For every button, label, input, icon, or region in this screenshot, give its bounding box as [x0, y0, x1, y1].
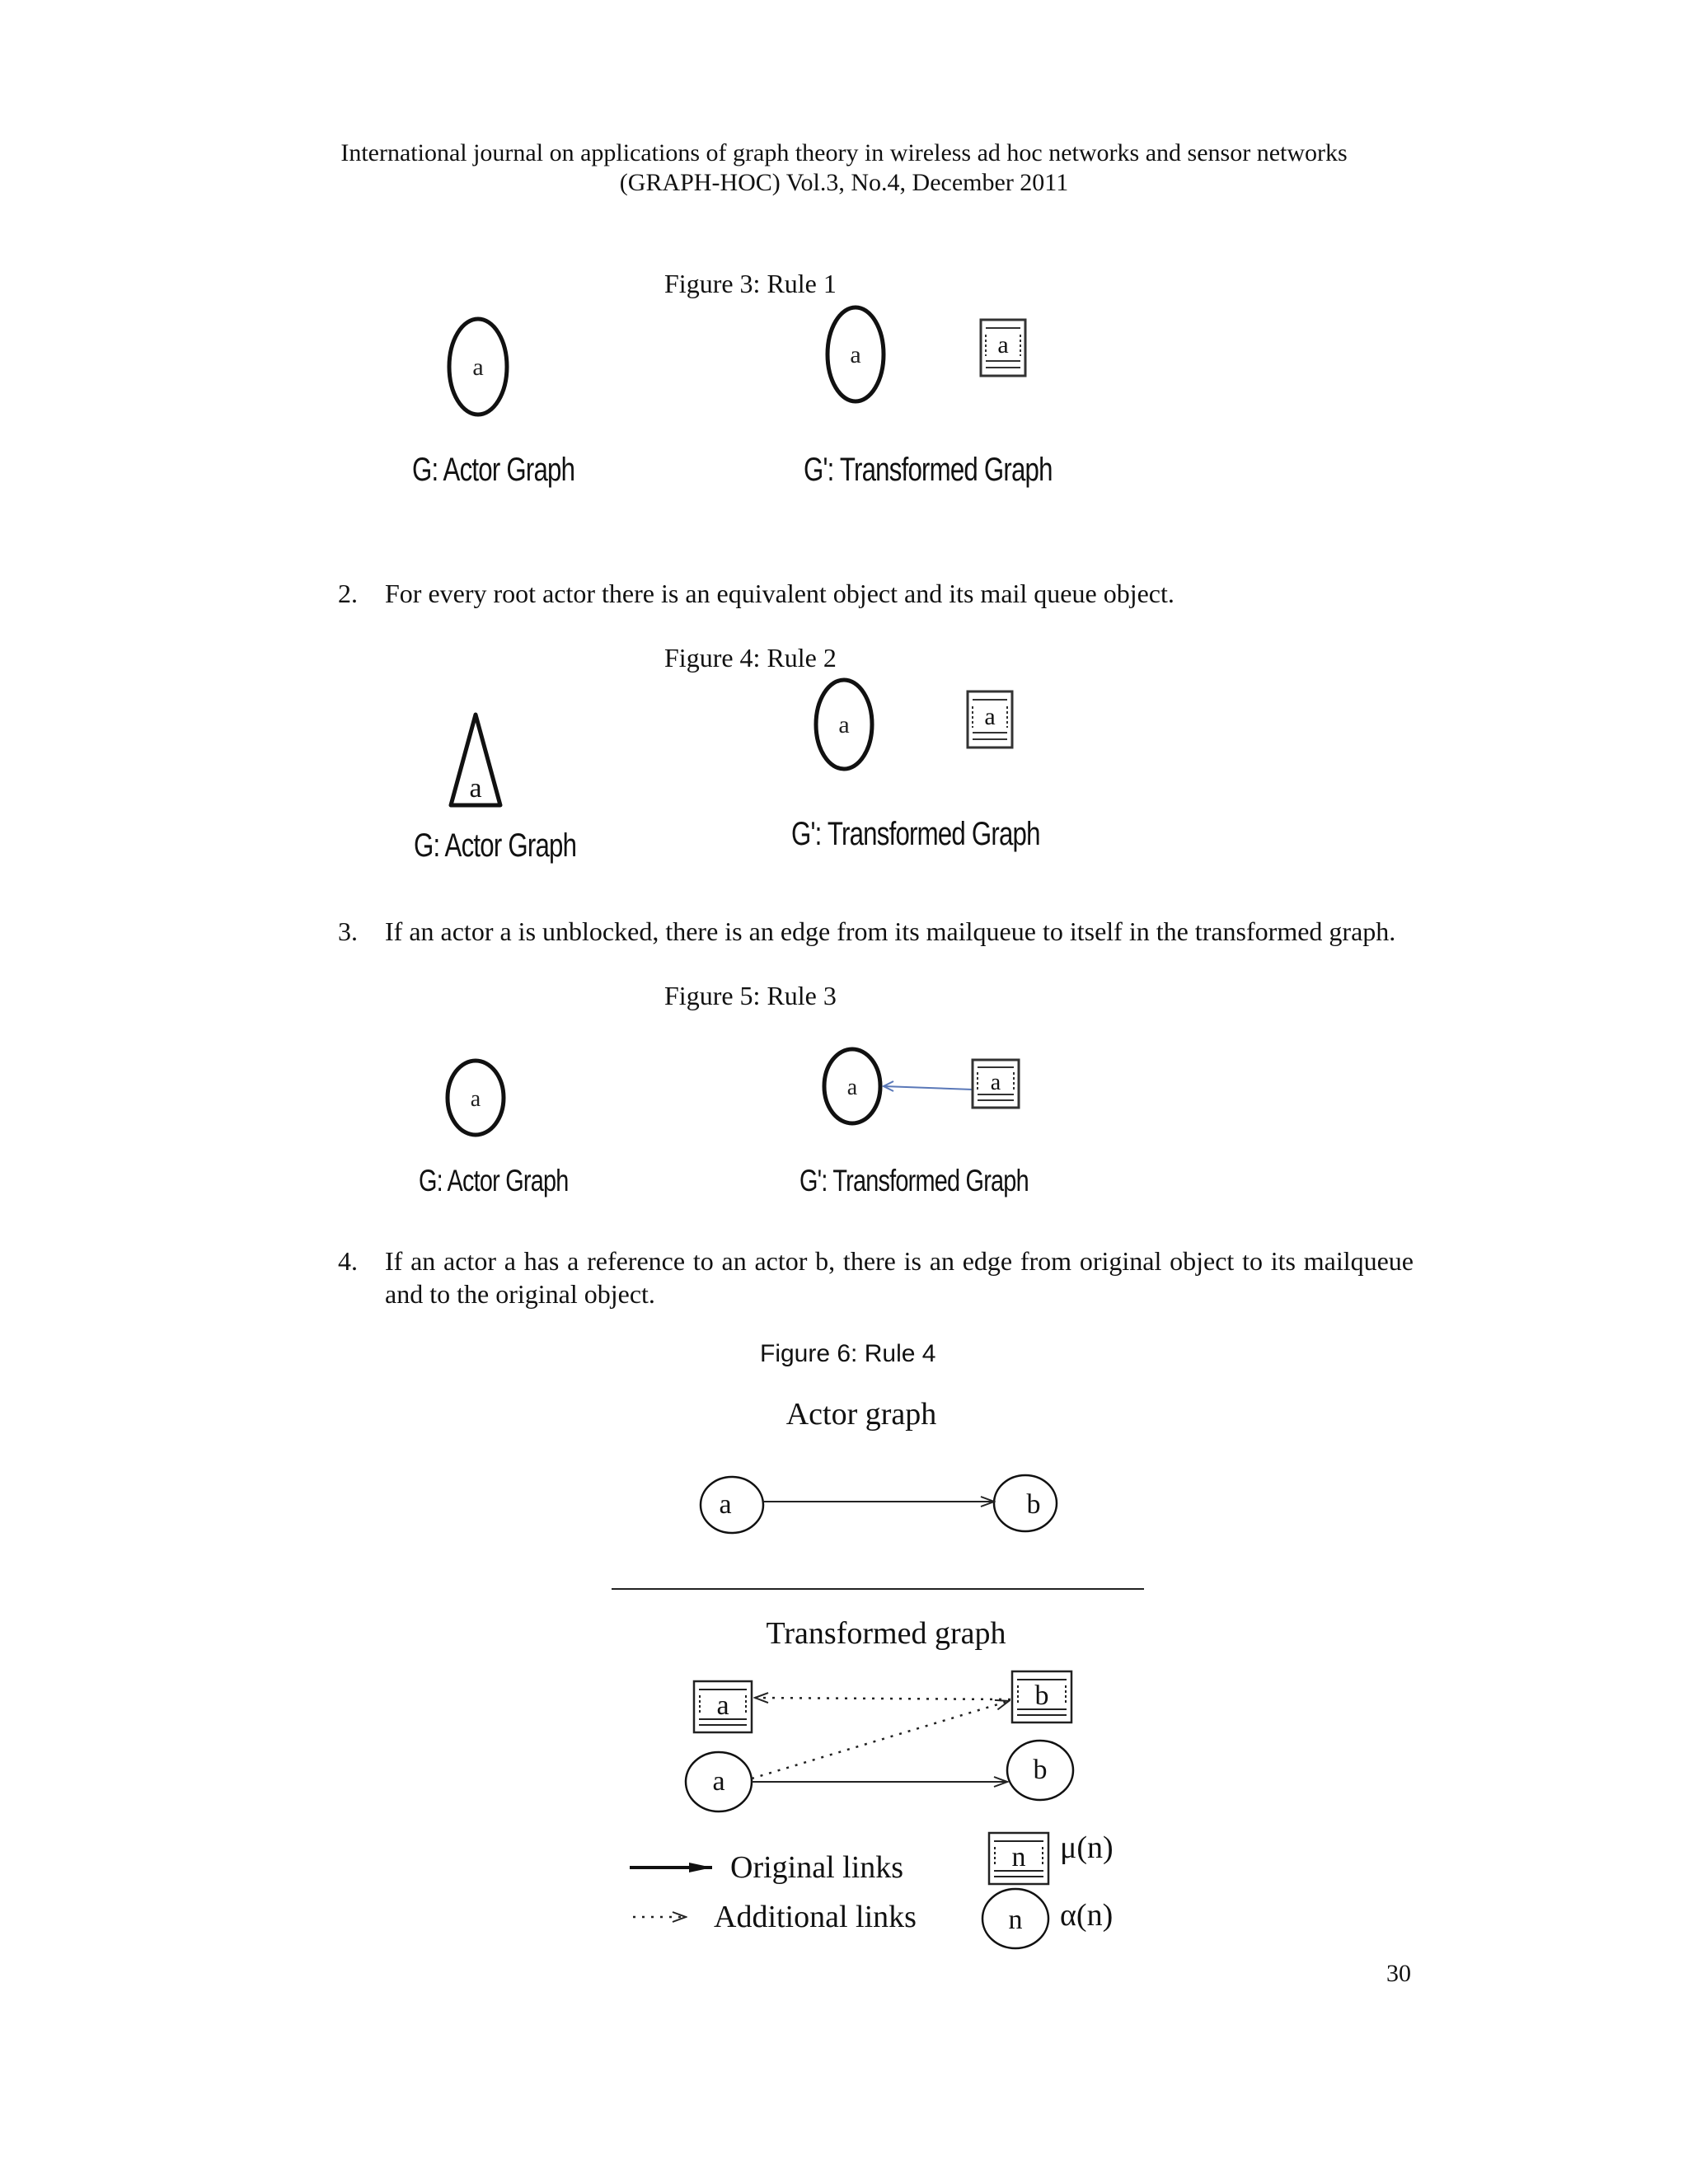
- figure3-left-label: G: Actor Graph: [412, 452, 575, 488]
- mailqueue-label: a: [990, 1070, 1001, 1095]
- figure6-caption: Figure 6: Rule 4: [760, 1340, 936, 1367]
- list-text: If an actor a is unblocked, there is an edge from its mailqueue to itself in the transformed graph.: [385, 916, 1396, 946]
- actor-node-b: [994, 1475, 1057, 1531]
- figure5-left-label: G: Actor Graph: [419, 1164, 569, 1197]
- legend-original-label: Original links: [730, 1850, 904, 1885]
- actor-node-b-label: b: [1026, 1489, 1041, 1520]
- list-item-4: [326, 1244, 1414, 1310]
- list-number: 2.: [338, 579, 358, 608]
- list-item-2: [326, 577, 1414, 610]
- legend-object-label: n: [1008, 1905, 1023, 1935]
- list-number: 4.: [338, 1246, 358, 1276]
- mailqueue-b-label: b: [1034, 1680, 1049, 1711]
- figure5-caption: Figure 5: Rule 3: [664, 981, 837, 1010]
- mailqueue-node: [973, 1060, 1019, 1108]
- object-node-label: a: [850, 341, 861, 368]
- figure4-left-label: G: Actor Graph: [414, 827, 577, 864]
- mailqueue-node: [981, 320, 1025, 376]
- list-item-3: [326, 915, 1414, 948]
- figure4-right-label: G': Transformed Graph: [791, 816, 1040, 852]
- list-text: For every root actor there is an equivalent object and its mail queue object.: [385, 579, 1175, 608]
- running-header-line2: (GRAPH-HOC) Vol.3, No.4, December 2011: [619, 169, 1069, 196]
- actor-node-label: a: [470, 1086, 481, 1112]
- legend-additional-label: Additional links: [714, 1900, 917, 1934]
- mailqueue-a: [694, 1681, 752, 1732]
- figure3-caption: Figure 3: Rule 1: [664, 269, 837, 298]
- figure4-diagram: [396, 672, 1088, 816]
- mailqueue-a-label: a: [716, 1690, 729, 1721]
- legend-mu-label: μ(n): [1060, 1830, 1114, 1865]
- figure5-right-label: G': Transformed Graph: [799, 1164, 1029, 1197]
- actor-node-a: [701, 1477, 763, 1533]
- figure4-caption: Figure 4: Rule 2: [664, 643, 837, 673]
- object-node-label: a: [846, 1075, 858, 1100]
- dotted-edge-b-queue-to-a-queue: [755, 1698, 1010, 1699]
- legend-mailqueue-label: n: [1011, 1842, 1026, 1872]
- legend-alpha-label: α(n): [1060, 1898, 1114, 1933]
- mailqueue-b: [1012, 1671, 1071, 1722]
- mailqueue-label: a: [984, 703, 996, 730]
- mailqueue-node: [968, 691, 1012, 748]
- figure3-diagram: [396, 305, 1088, 420]
- actor-node-a-label: a: [719, 1489, 732, 1520]
- list-text: If an actor a has a reference to an actor b, there is an edge from original object to its mailqueue and to the original object.: [385, 1246, 1414, 1309]
- self-edge: [884, 1086, 973, 1090]
- object-node-label: a: [838, 711, 850, 738]
- dotted-edge-a-to-b-queue: [752, 1701, 1009, 1779]
- list-number: 3.: [338, 916, 358, 946]
- running-header-line1: International journal on applications of graph theory in wireless ad hoc networks and sensor networks: [340, 139, 1348, 166]
- mailqueue-label: a: [997, 331, 1009, 359]
- figure3-right-label: G': Transformed Graph: [804, 452, 1053, 488]
- figure5-diagram: [396, 1038, 1088, 1146]
- actor-graph-title: Actor graph: [785, 1397, 937, 1432]
- object-node-b-label: b: [1033, 1755, 1048, 1785]
- actor-node-label: a: [472, 354, 484, 381]
- page-number: 30: [1386, 1960, 1411, 1987]
- transformed-graph-title: Transformed graph: [766, 1616, 1006, 1651]
- figure6-diagram: [610, 1393, 1154, 1953]
- legend-mailqueue-symbol: [989, 1833, 1048, 1884]
- object-node-a-label: a: [712, 1766, 725, 1797]
- root-actor-label: a: [469, 773, 482, 804]
